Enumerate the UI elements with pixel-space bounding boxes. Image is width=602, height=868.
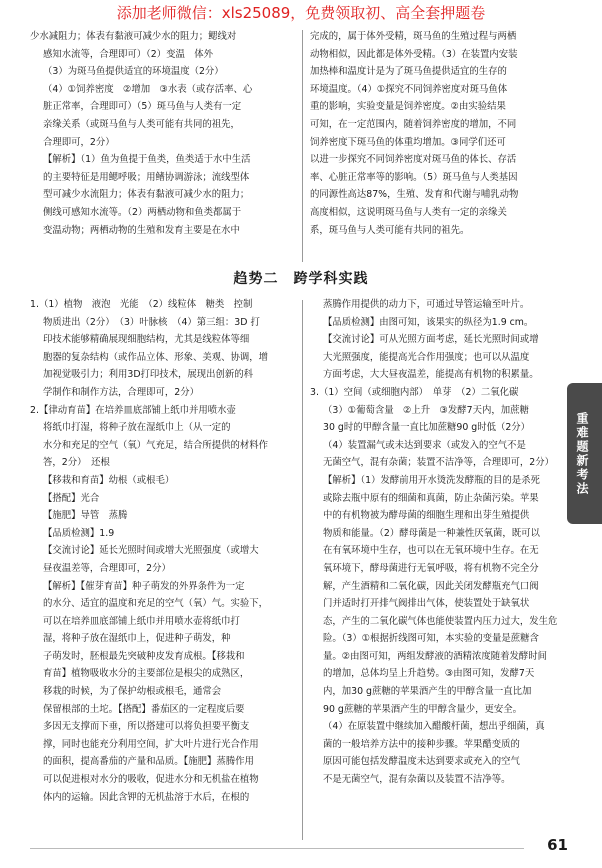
text-line: 30 g时的甲醇含量一直比加蔗糖90 g时低（2分） [323,422,531,434]
text-line: 的增加，总体均呈上升趋势。③由图可知，发酵7天 [323,668,535,680]
text-line: 2.【律动育苗】在培养皿底部铺上纸巾并用喷水壶 [30,404,236,416]
text-line: 可以在培养皿底部铺上纸巾并用喷水壶将纸巾打 [43,615,240,627]
promo-banner: 添加老师微信：xls25089，免费领取初、高全套押题卷 [116,4,486,22]
text-line: 在有氧环境中生存，也可以在无氧环境中生存。在无 [323,545,539,557]
text-line: 氧环境下，酵母菌进行无氧呼吸，将有机物不完全分 [323,562,539,574]
text-line: 加热棒和温度计是为了斑马鱼提供适宜的生存的 [310,66,507,78]
text-line: 门并适时打开排气阀排出气体，使装置处于缺氧状 [323,598,530,610]
text-line: 无菌空气，混有杂菌；装置不洁净等，合理即可，2分） [323,457,554,469]
text-line: 【品质检测】由图可知，该果实的纵径为1.9 cm。 [323,316,534,328]
text-line: 可以促进根对水分的吸收，促进水分和无机盐在植物 [43,774,259,786]
text-line: 态，产生的二氧化碳气体也能使装置内压力过大，发生危 [323,615,558,627]
footer-rule [30,848,524,849]
text-line: 型可减少水流阻力；体表有黏液可减少水的阻力； [43,189,250,201]
text-line: 的主要特征是用鳃呼吸；用鳍协调游泳；流线型体 [43,171,250,183]
text-line: 【交流讨论】可从光照方面考虑，延长光照时间或增 [323,334,539,346]
text-line: 脏正常率，合理即可）（5）斑马鱼与人类有一定 [43,101,242,113]
text-line: 变温动物；两栖动物的生殖和发育主要是在水中 [43,224,240,236]
text-line: 菌的一般培养方法中的接种步骤。苹果醋变质的 [323,738,520,750]
text-line: 90 g蔗糖的苹果酒产生的甲醇含量少，更安全。 [323,703,522,715]
column-divider [302,30,303,262]
text-line: 或除去瓶中原有的细菌和真菌，防止杂菌污染。苹果 [323,492,539,504]
text-line: 【解析】（1）发酵前用开水烫洗发酵瓶的目的是杀死 [323,474,540,486]
text-line: 水分和充足的空气（氧）气充足，结合所提供的材料作 [43,439,269,451]
text-line: 答，2分） 还根 [43,457,110,469]
side-tab-label: 重难题新考法 [567,383,597,524]
text-line: （4）①饲养密度 ②增加 ③水表（或存活率、心 [43,83,253,95]
text-line: 保留根部的土坨。【搭配】番茄区的一定程度后要 [43,703,245,715]
text-line: 险。（3）①根据折线图可知，本实验的变量是蔗糖含 [323,633,539,645]
text-line: 学制作和制作方法，合理即可，2分） [43,386,199,398]
text-line: 湿，将种子放在湿纸巾上，促进种子萌发，种 [43,633,231,645]
text-line: 将纸巾打湿，将种子放在湿纸巾上（从一定的 [43,422,231,434]
text-line: 蒸腾作用提供的动力下，可通过导管运输至叶片。 [323,299,530,310]
answer-column-bottom-right [310,296,562,846]
text-line: 系，斑马鱼与人类可能有共同的祖先。 [310,224,470,236]
text-line: （4）在原装置中继续加入醋酸杆菌，想出乎细菌，真 [323,721,545,733]
text-line: 加视觉吸引力；利用3D打印技术，展现出创新的科 [43,369,254,381]
text-line: 重的影响，实验变量是饲养密度。②由实验结果 [310,101,506,113]
text-line: 侧线可感知水流等。（2）两栖动物和鱼类都属于 [43,206,242,218]
text-line: 感知水流等，合理即可）（2）变温 体外 [43,48,214,60]
text-line: 3.（1）空间（或细胞内部） 单芽 （2）二氧化碳 [310,386,519,398]
text-line: 内，加30 g蔗糖的苹果酒产生的甲醇含量一直比加 [323,686,532,698]
text-line: （3）①葡萄含量 ②上升 ③发酵7天内，加蔗糖 [323,404,529,416]
text-line: 高度相似，这说明斑马鱼与人类有一定的亲缘关 [310,206,507,218]
text-line: 撑，同时也能充分利用空间，扩大叶片进行光合作用 [43,738,259,750]
answer-column-top-left [30,28,295,262]
text-line: 体内的运输。因此含钾的无机盐溶于水后，在根的 [43,791,250,803]
text-line: 育苗】植物吸收水分的主要部位是根尖的成熟区， [43,668,250,680]
text-line: 【搭配】光合 [43,492,100,504]
text-line: 少水减阻力；体表有黏液可减少水的阻力；鳃线对 [30,31,237,42]
text-line: 的水分、适宜的温度和充足的空气（氧）气。实验下， [43,598,269,610]
text-line: 【交流讨论】延长光照时间或增大光照强度（或增大 [43,545,259,557]
text-line: 可知，在一定范围内，随着饲养密度的增加，不同 [310,118,517,130]
text-line: 子萌发时，胚根最先突破种皮发育成根。【移栽和 [43,650,245,662]
text-line: 动物相似，因此都是体外受精。（3）在装置内安装 [310,48,518,60]
text-line: 完成的，属于体外受精，斑马鱼的生殖过程与两栖 [310,31,517,42]
text-line: 原因可能包括发酵温度未达到要求或充入的空气 [323,756,520,768]
text-line: 物质和能量。（2）酵母菌是一种兼性厌氧菌，既可以 [323,527,540,539]
text-line: （4）装置漏气或未达到要求（或发入的空气不是 [323,439,526,451]
text-line: 亲缘关系（或斑马鱼与人类可能有共同的祖先， [43,118,240,130]
text-line: 合理即可，2分） [43,136,115,148]
text-line: 解，产生酒精和二氧化碳，因此关闭发酵瓶充气口阀 [323,580,539,592]
text-line: 【品质检测】1.9 [43,527,115,539]
text-line: 胞器的复杂结构（或作品立体、形象、美观、协调，增 [43,351,269,363]
text-line: 【施肥】导管 蒸腾 [43,510,128,522]
text-line: 多因无支撑而下垂，所以搭建可以将负担要平衡支 [43,721,250,733]
text-line: 以进一步探究不同饲养密度对斑马鱼的体长、存活 [310,154,517,166]
text-line: 移栽的时候，为了保护幼根或根毛，通常会 [43,686,222,698]
text-line: 饲养密度下斑马鱼的体重均增加。③同学们还可 [310,136,506,148]
text-line: 【解析】【催芽育苗】种子萌发的外界条件为一定 [43,580,245,592]
text-line: 不是无菌空气，混有杂菌以及装置不洁净等。 [323,774,511,786]
column-divider [302,300,303,840]
text-line: 率、心脏正常率等的影响。（5）斑马鱼与人类基因 [310,171,518,183]
text-line: 印技术能够精确展现细胞结构，尤其是线粒体等细 [43,334,250,346]
page-number: 61 [547,836,568,854]
text-line: 量。②由图可知，两组发酵液的酒精浓度随着发酵时间 [323,650,548,662]
section-title: 趋势二 跨学科实践 [233,271,369,287]
text-line: 物质进出（2分） （3）叶脉核 （4）第三组：3D 打 [43,316,260,328]
text-line: 环境温度。（4）①探究不同饲养密度对斑马鱼体 [310,83,508,95]
text-line: 中的有机物被为酵母菌的细胞生理和出芽生殖提供 [323,510,530,522]
text-line: 【移栽和育苗】幼根（或根毛） [43,474,175,486]
text-line: 的面积，提高番茄的产量和品质。【施肥】蒸腾作用 [43,756,254,768]
text-line: 1.（1）植物 液泡 光能 （2）线粒体 糖类 控制 [30,299,253,310]
text-line: 大光照强度，能提高光合作用强度；也可以从温度 [323,351,530,363]
text-line: （3）为斑马鱼提供适宜的环境温度（2分） [43,66,224,78]
text-line: 【解析】（1）鱼为鱼提于鱼类，鱼类适于水中生活 [43,154,251,166]
text-line: 昼夜温差等，合理即可，2分） [43,562,171,574]
answer-column-top-right [310,28,562,262]
text-line: 方面考虑，大大昼夜温差，能提高有机物的积累量。 [323,369,539,381]
text-line: 的同源性高达87%，生殖、发育和代谢与哺乳动物 [310,189,519,201]
answer-column-bottom-left [30,296,295,846]
